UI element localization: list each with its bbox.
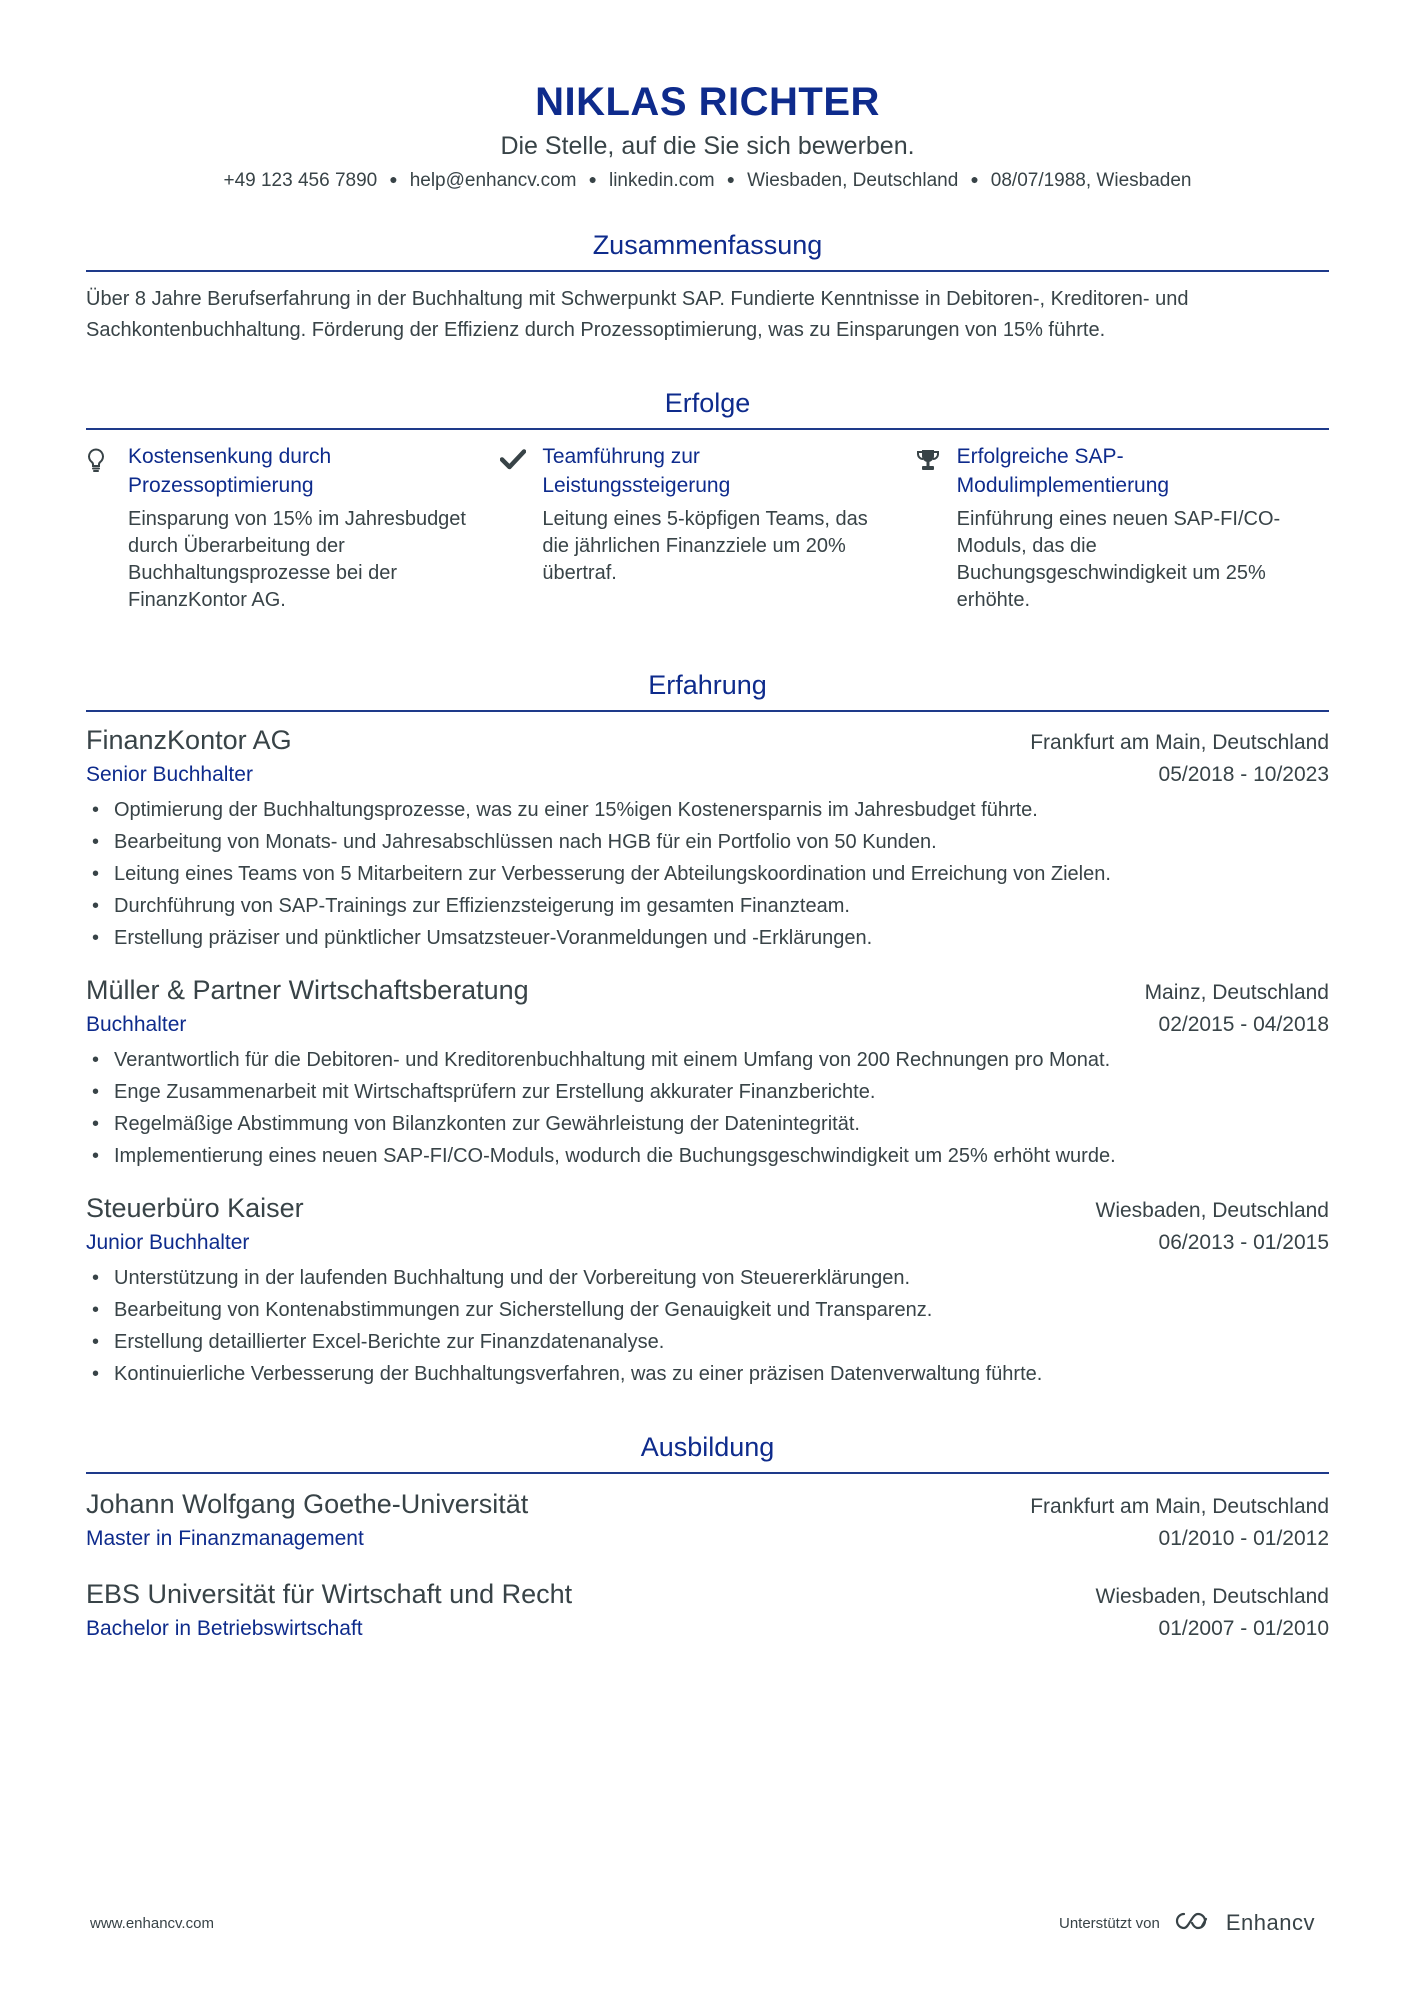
bullet-item: • Implementierung eines neuen SAP-FI/CO-Moduls, wodurch die Buchungsgeschwindigkeit um 25% erhöht wurde.: [86, 1140, 1329, 1172]
enhancv-logo-icon: [1160, 1910, 1226, 1936]
powered-by-label: Unterstützt von: [1058, 1914, 1160, 1932]
enhancv-brand: Enhancv: [1225, 1910, 1315, 1935]
resume-page: [86, 76, 1329, 1646]
footer-website-link[interactable]: www.enhancv.com: [90, 1914, 214, 1932]
achievements-section: [86, 386, 1329, 614]
education-dates: 01/2010 - 01/2012: [1158, 1527, 1329, 1550]
job-dates: 02/2015 - 04/2018: [1158, 1013, 1329, 1036]
job-entry: [86, 722, 1329, 954]
bullet-item: • Bearbeitung von Monats- und Jahresabschlüssen nach HGB für ein Portfolio von 50 Kunden.: [86, 826, 1329, 858]
bullet-item: • Enge Zusammenarbeit mit Wirtschaftsprüfern zur Erstellung akkurater Finanzberichte.: [86, 1076, 1329, 1108]
achievement-description: Einführung eines neuen SAP-FI/CO-Moduls, das die Buchungsgeschwindigkeit um 25% erhöhte.: [956, 508, 1281, 611]
trophy-icon: [915, 442, 957, 614]
education-entry: [86, 1486, 1329, 1556]
achievement-title: Teamführung zur Leistungssteigerung: [542, 445, 731, 497]
separator-dot: ●: [970, 171, 979, 187]
company-name: FinanzKontor AG: [86, 725, 292, 755]
checkmark-icon: [500, 442, 542, 614]
bullet-item: • Leitung eines Teams von 5 Mitarbeitern zur Verbesserung der Abteilungskoordination und Erreichung von Zielen.: [86, 858, 1329, 890]
achievement-item: [915, 442, 1329, 614]
degree: Bachelor in Betriebswirtschaft: [86, 1617, 363, 1640]
birth-info: 08/07/1988, Wiesbaden: [990, 170, 1192, 191]
job-entry: [86, 1190, 1329, 1390]
achievement-description: Einsparung von 15% im Jahresbudget durch Überarbeitung der Buchhaltungsprozesse bei der FinanzKontor AG.: [128, 508, 466, 611]
job-title: Senior Buchhalter: [86, 763, 253, 786]
phone: +49 123 456 7890: [223, 170, 378, 191]
page-footer: [90, 1910, 1315, 1936]
bullet-item: • Bearbeitung von Kontenabstimmungen zur Sicherstellung der Genauigkeit und Transparenz.: [86, 1294, 1329, 1326]
contact-line: [86, 166, 1329, 194]
separator-dot: ●: [726, 171, 736, 187]
degree: Master in Finanzmanagement: [86, 1527, 364, 1550]
job-location: Frankfurt am Main, Deutschland: [1030, 731, 1329, 754]
separator-dot: ●: [588, 171, 597, 187]
achievements-list: [86, 442, 1329, 614]
summary-section: [86, 228, 1329, 346]
education-section: [86, 1430, 1329, 1646]
job-bullets: [86, 1262, 1329, 1390]
education-entry: [86, 1576, 1329, 1646]
achievement-title: Erfolgreiche SAP-Modulimplementierung: [956, 445, 1170, 497]
location: Wiesbaden, Deutschland: [747, 170, 959, 191]
section-title-education: Ausbildung: [86, 1430, 1329, 1474]
linkedin: linkedin.com: [608, 170, 715, 191]
job-location: Mainz, Deutschland: [1144, 981, 1329, 1004]
experience-section: [86, 668, 1329, 1390]
school-name: EBS Universität für Wirtschaft und Recht: [86, 1579, 573, 1609]
job-dates: 06/2013 - 01/2015: [1158, 1231, 1329, 1254]
bullet-item: • Durchführung von SAP-Trainings zur Effizienzsteigerung im gesamten Finanzteam.: [86, 890, 1329, 922]
bullet-item: • Kontinuierliche Verbesserung der Buchhaltungsverfahren, was zu einer präzisen Datenverwaltung führte.: [86, 1358, 1329, 1390]
achievement-item: [500, 442, 914, 614]
bullet-item: • Erstellung präziser und pünktlicher Umsatzsteuer-Voranmeldungen und -Erklärungen.: [86, 922, 1329, 954]
email: help@enhancv.com: [409, 170, 577, 191]
company-name: Müller & Partner Wirtschaftsberatung: [86, 975, 529, 1005]
summary-text: Über 8 Jahre Berufserfahrung in der Buchhaltung mit Schwerpunkt SAP. Fundierte Kenntnisse in Debitoren-, Kreditoren- und Sachkontenbuchhaltung. Förderung der Effizienz durch Prozessoptimierung, was zu Einsparungen von 15% führte.: [86, 288, 1189, 341]
job-title: Junior Buchhalter: [86, 1231, 250, 1254]
achievement-item: [86, 442, 500, 614]
education-dates: 01/2007 - 01/2010: [1158, 1617, 1329, 1640]
bullet-item: • Unterstützung in der laufenden Buchhaltung und der Vorbereitung von Steuererklärungen.: [86, 1262, 1329, 1294]
bullet-item: • Regelmäßige Abstimmung von Bilanzkonten zur Gewährleistung der Datenintegrität.: [86, 1108, 1329, 1140]
separator-dot: ●: [389, 171, 398, 187]
company-name: Steuerbüro Kaiser: [86, 1193, 304, 1223]
job-title: Buchhalter: [86, 1013, 187, 1036]
section-title-experience: Erfahrung: [86, 668, 1329, 712]
bullet-item: • Erstellung detaillierter Excel-Berichte zur Finanzdatenanalyse.: [86, 1326, 1329, 1358]
resume-header: [86, 76, 1329, 194]
job-entry: [86, 972, 1329, 1172]
target-role: Die Stelle, auf die Sie sich bewerben.: [500, 132, 915, 160]
section-title-summary: Zusammenfassung: [86, 228, 1329, 272]
achievement-title: Kostensenkung durch Prozessoptimierung: [128, 445, 332, 497]
school-location: Wiesbaden, Deutschland: [1095, 1585, 1329, 1608]
job-bullets: [86, 794, 1329, 954]
job-dates: 05/2018 - 10/2023: [1158, 763, 1329, 786]
bullet-item: • Verantwortlich für die Debitoren- und Kreditorenbuchhaltung mit einem Umfang von 200 Rechnungen pro Monat.: [86, 1044, 1329, 1076]
school-location: Frankfurt am Main, Deutschland: [1030, 1495, 1329, 1518]
powered-by: [1059, 1910, 1315, 1936]
lightbulb-icon: [86, 442, 128, 614]
job-location: Wiesbaden, Deutschland: [1095, 1199, 1329, 1222]
job-bullets: [86, 1044, 1329, 1172]
school-name: Johann Wolfgang Goethe-Universität: [86, 1489, 529, 1519]
candidate-name: NIKLAS RICHTER: [535, 80, 880, 124]
bullet-item: • Optimierung der Buchhaltungsprozesse, was zu einer 15%igen Kostenersparnis im Jahresbudget führte.: [86, 794, 1329, 826]
achievement-description: Leitung eines 5-köpfigen Teams, das die jährlichen Finanzziele um 20% übertraf.: [542, 508, 868, 584]
section-title-achievements: Erfolge: [86, 386, 1329, 430]
